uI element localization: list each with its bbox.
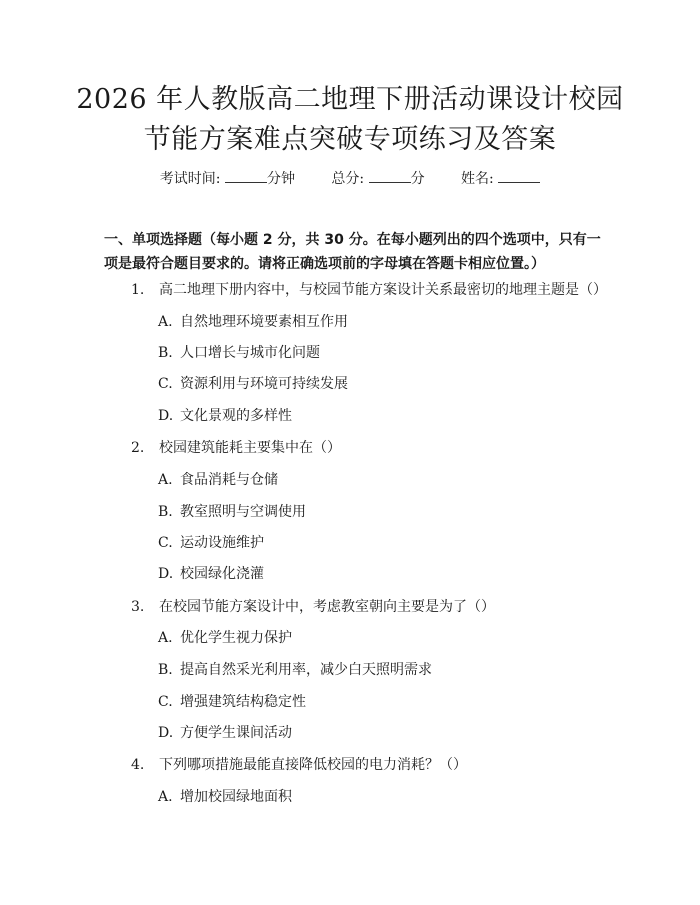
option-text: 人口增长与城市化问题 <box>180 345 320 361</box>
option-text: 食品消耗与仓储 <box>180 472 278 488</box>
question-3-option-c <box>158 692 306 712</box>
question-4 <box>131 755 467 775</box>
question-1-option-c <box>158 374 348 394</box>
option-text: 运动设施维护 <box>180 535 264 551</box>
page-title-line-1: 2026 年人教版高二地理下册活动课设计校园 <box>76 84 624 115</box>
option-letter: A. <box>158 789 173 805</box>
question-text: 校园建筑能耗主要集中在（） <box>159 440 341 456</box>
option-text: 教室照明与空调使用 <box>180 504 306 520</box>
score-unit: 分 <box>410 171 425 187</box>
question-2-option-c <box>158 533 264 553</box>
option-text: 自然地理环境要素相互作用 <box>180 314 348 330</box>
question-3-option-a <box>158 628 292 648</box>
option-letter: A. <box>158 630 173 646</box>
option-letter: A. <box>158 314 173 330</box>
name-label: 姓名: <box>461 171 494 187</box>
option-text: 提高自然采光利用率，减少白天照明需求 <box>180 662 432 678</box>
question-text: 高二地理下册内容中，与校园节能方案设计关系最密切的地理主题是（） <box>159 282 607 298</box>
option-text: 文化景观的多样性 <box>180 408 292 424</box>
option-letter: D. <box>158 408 174 424</box>
option-letter: B. <box>158 345 173 361</box>
exam-score <box>331 171 429 187</box>
option-text: 增加校园绿地面积 <box>180 789 292 805</box>
time-unit: 分钟 <box>266 171 295 187</box>
option-text: 增强建筑结构稳定性 <box>180 694 306 710</box>
option-letter: C. <box>158 535 173 551</box>
time-label: 考试时间: <box>159 171 221 187</box>
question-2-option-a <box>158 470 278 490</box>
question-3-option-b <box>158 660 432 680</box>
question-number: 1. <box>131 282 145 298</box>
option-letter: A. <box>158 472 173 488</box>
option-letter: B. <box>158 662 173 678</box>
section-heading: 一、单项选择题（每小题 2 分，共 30 分。在每小题列出的四个选项中，只有一项是最符合题目要求的。请将正确选项前的字母填在答题卡相应位置。） <box>104 232 601 272</box>
question-number: 4. <box>131 757 145 773</box>
question-2-option-b <box>158 502 306 522</box>
question-text: 下列哪项措施最能直接降低校园的电力消耗？（） <box>159 757 467 773</box>
exam-time <box>160 171 300 187</box>
exam-meta <box>0 168 700 189</box>
exam-name <box>461 171 540 187</box>
question-2-option-d <box>158 564 264 584</box>
option-letter: C. <box>158 694 173 710</box>
option-text: 方便学生课间活动 <box>180 725 292 741</box>
option-letter: D. <box>158 725 174 741</box>
time-blank <box>225 168 267 183</box>
question-3 <box>131 597 495 617</box>
name-blank <box>498 168 540 183</box>
question-2 <box>131 438 341 458</box>
score-blank <box>369 168 411 183</box>
option-letter: C. <box>158 376 173 392</box>
option-letter: D. <box>158 566 174 582</box>
option-text: 资源利用与环境可持续发展 <box>180 376 348 392</box>
option-text: 校园绿化浇灌 <box>180 566 264 582</box>
question-number: 3. <box>131 599 145 615</box>
question-4-option-a <box>158 787 292 807</box>
question-1-option-d <box>158 406 292 426</box>
question-3-option-d <box>158 723 292 743</box>
page-title-line-2: 节能方案难点突破专项练习及答案 <box>143 124 557 155</box>
question-1 <box>131 280 607 300</box>
option-letter: B. <box>158 504 173 520</box>
score-label: 总分: <box>331 171 365 187</box>
option-text: 优化学生视力保护 <box>180 630 292 646</box>
question-text: 在校园节能方案设计中，考虑教室朝向主要是为了（） <box>159 599 495 615</box>
question-1-option-a <box>158 312 348 332</box>
question-1-option-b <box>158 343 320 363</box>
question-number: 2. <box>131 440 145 456</box>
